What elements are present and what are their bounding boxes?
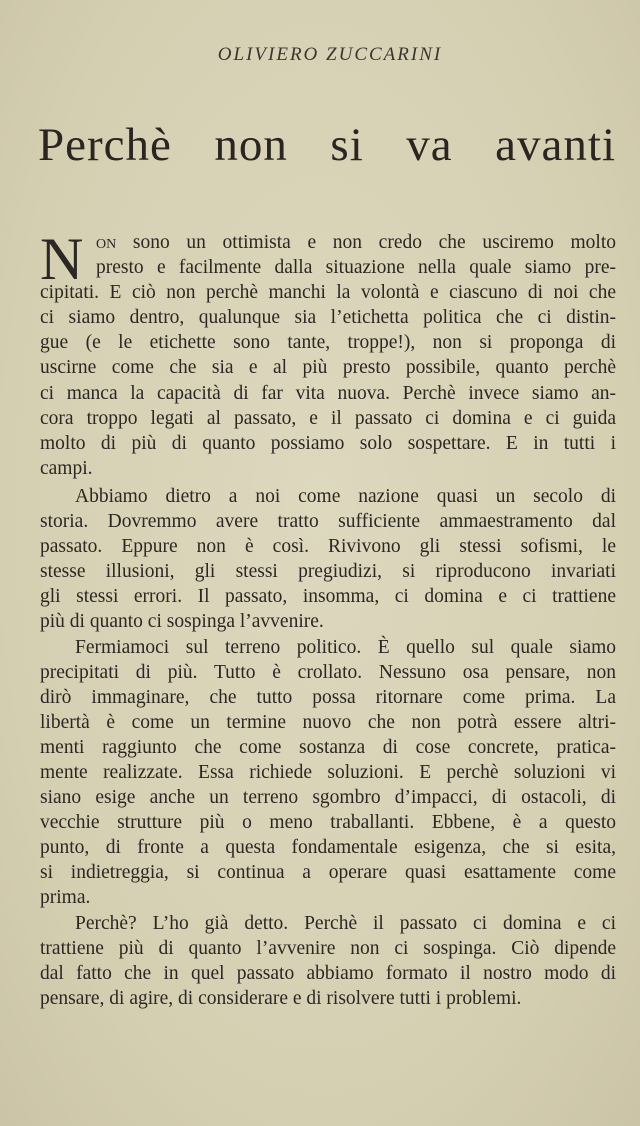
text-line: ci siamo dentro, qualunque sia l’etichetta politica che ci distin-	[40, 307, 616, 329]
text-line: campi.	[40, 457, 93, 479]
text-line-rest: sono un ottimista e non credo che usciremo molto	[116, 232, 616, 253]
text-line: presto e facilmente dalla situazione nella quale siamo pre-	[96, 257, 616, 279]
article-title: Perchè non si va avanti	[38, 119, 616, 171]
text-line: menti raggiunto che come sostanza di cose concrete, pratica-	[40, 736, 616, 758]
text-line: cora troppo legati al passato, e il passato ci domina e ci guida	[40, 407, 616, 429]
small-caps-lead: ON	[96, 237, 117, 252]
text-line: siano esige anche un terreno sgombro d’impacci, di ostacoli, di	[40, 787, 616, 809]
text-line: trattiene più di quanto l’avvenire non ci sospinga. Ciò dipende	[40, 937, 616, 959]
paragraph-4	[40, 911, 616, 1011]
text-line: storia. Dovremmo avere tratto sufficiente ammaestramento dal	[40, 511, 616, 533]
drop-cap: N	[40, 226, 84, 292]
text-line: gue (e le etichette sono tante, troppe!), non si proponga di	[40, 332, 616, 354]
text-line: stesse illusioni, gli stessi pregiudizi, si riproducono invariati	[40, 561, 616, 583]
paragraph-3	[40, 635, 616, 911]
text-line: gli stessi errori. Il passato, insomma, ci domina e ci trattiene	[40, 586, 616, 608]
text-line: dal fatto che in quel passato abbiamo formato il nostro modo di	[40, 962, 616, 984]
article-body	[40, 226, 616, 1011]
text-line: passato. Eppure non è così. Rivivono gli stessi sofismi, le	[40, 536, 616, 558]
text-line: prima.	[40, 887, 91, 909]
paragraph-1	[40, 226, 616, 481]
text-line: ci manca la capacità di far vita nuova. Perchè invece siamo an-	[40, 382, 616, 404]
text-line: Perchè? L’ho già detto. Perchè il passato ci domina e ci	[75, 912, 616, 934]
text-line: libertà è come un termine nuovo che non potrà essere altri-	[40, 711, 616, 733]
text-line: punto, di fronte a questa fondamentale esigenza, che si esita,	[40, 837, 616, 859]
text-line: molto di più di quanto possiamo solo sospettare. E in tutti i	[40, 432, 616, 454]
text-line: cipitati. E ciò non perchè manchi la volontà e ciascuno di noi che	[40, 282, 616, 304]
text-line: precipitati di più. Tutto è crollato. Nessuno osa pensare, non	[40, 661, 616, 683]
text-line: pensare, di agire, di considerare e di risolvere tutti i problemi.	[40, 987, 522, 1009]
text-line: vecchie strutture più o meno traballanti. Ebbene, è a questo	[40, 812, 616, 834]
text-line: dirò immaginare, che tutto possa ritornare come prima. La	[40, 686, 616, 708]
text-line	[40, 230, 616, 255]
text-line: si indietreggia, si continua a operare quasi esattamente come	[40, 862, 616, 884]
text-line: Abbiamo dietro a noi come nazione quasi un secolo di	[75, 485, 616, 507]
running-header-author: OLIVIERO ZUCCARINI	[217, 44, 443, 65]
text-line: uscirne come che sia e al più presto possibile, quanto perchè	[40, 357, 616, 379]
text-line: mente realizzate. Essa richiede soluzioni. E perchè soluzioni vi	[40, 761, 616, 783]
text-line: Fermiamoci sul terreno politico. È quello sul quale siamo	[75, 636, 616, 658]
text-line: più di quanto ci sospinga l’avvenire.	[40, 611, 324, 633]
paragraph-2	[40, 484, 616, 635]
